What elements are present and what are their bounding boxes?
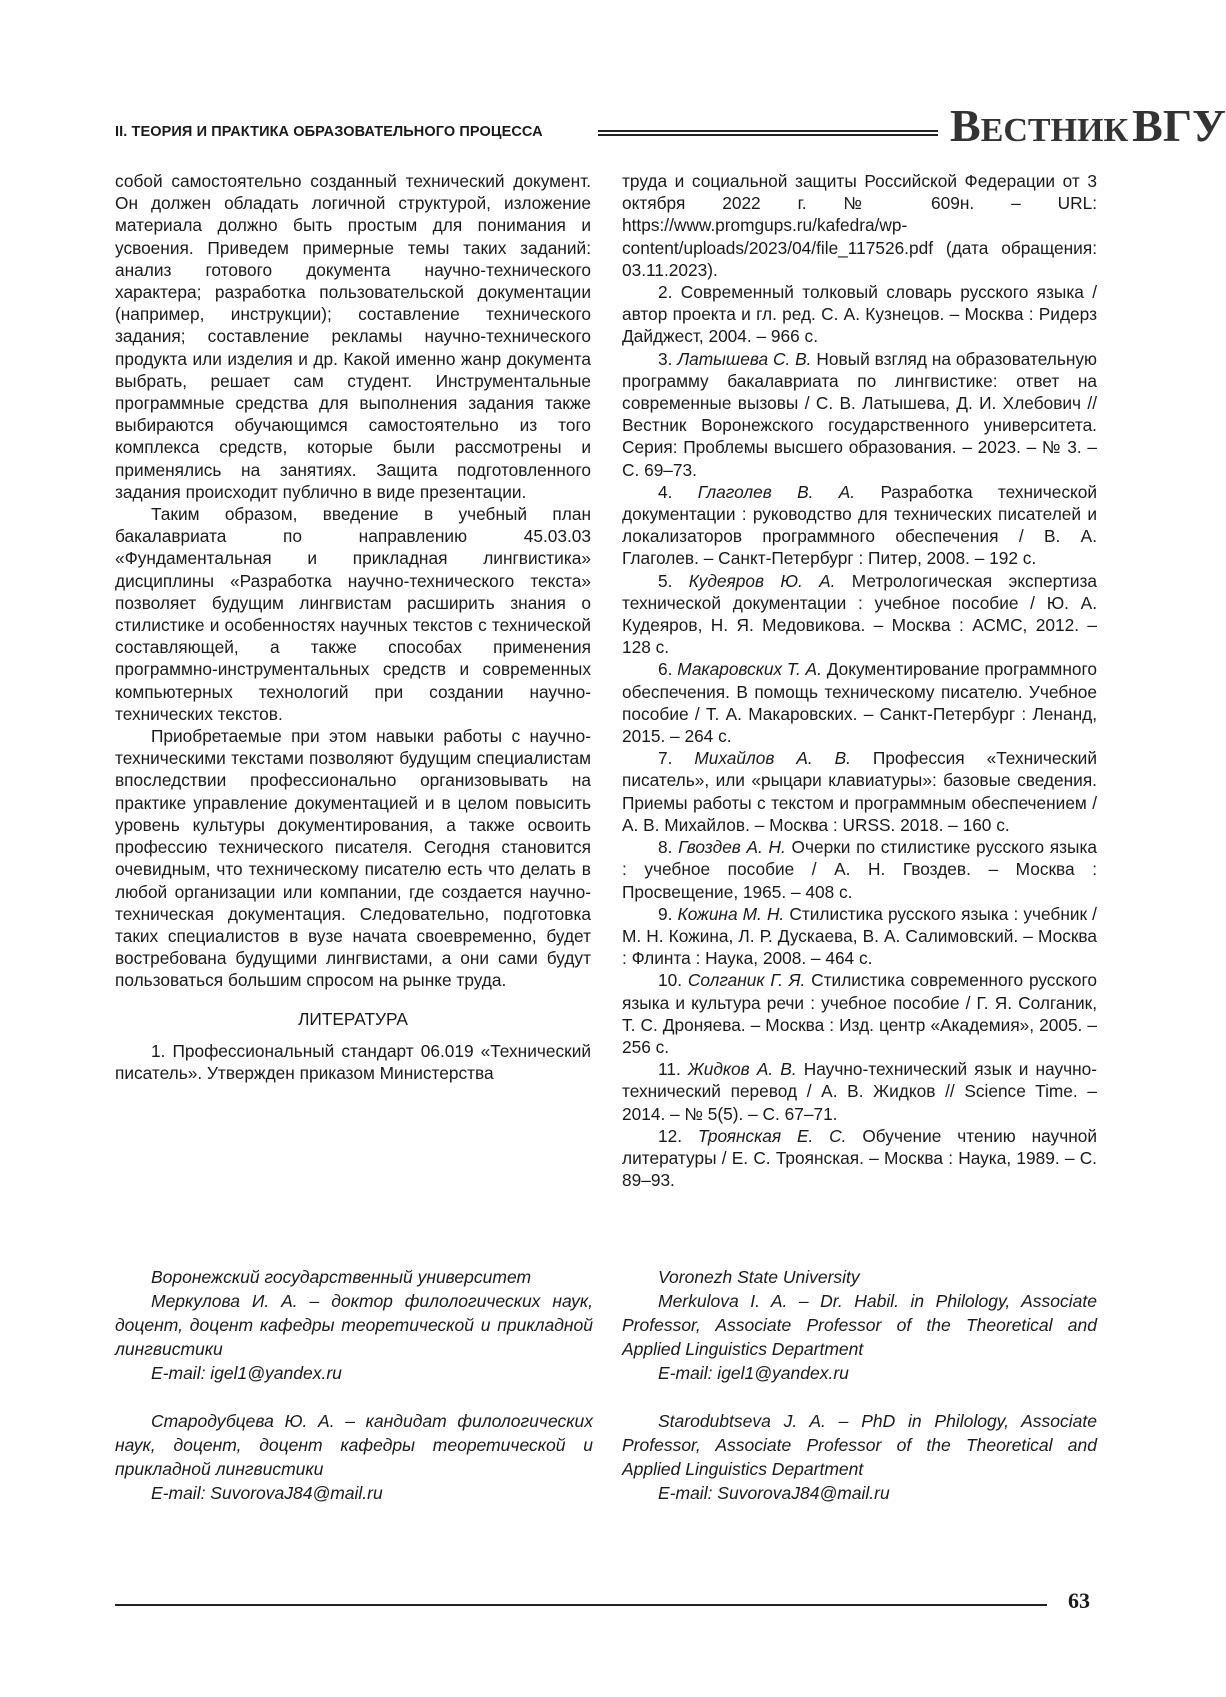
- reference-number: 8.: [658, 837, 679, 858]
- reference-item: [622, 570, 1097, 659]
- reference-text: Очерки по стилистике русского языка : учебное пособие / А. Н. Гвоздев. – Москва : Просвещение, 1965. – 408 с.: [622, 837, 1098, 902]
- reference-text: Обучение чтению научной литературы / Е. С. Троянская. – Москва : Наука, 1989. – С. 89–93.: [622, 1125, 1098, 1191]
- paragraph-3: Приобретаемые при этом навыки работы с научно-техническими текстами позволяют будущим специалистам впоследствии профессионально организовывать на практике управление документацией и в целом повысить уровень культуры документирования, а также освоить профессию технического писателя. Сегодня становится очевидным, что техническому писателю есть что делать в любой организации или компании, где создается научно-техническая документация. Следовательно, подготовка таких специалистов в вузе начата своевременно, будет востребована будущими лингвистами, а они сами будут пользоваться большим спросом на рынке труда.: [115, 726, 591, 991]
- reference-text: Новый взгляд на образовательную программу бакалавриата по лингвистике: ответ на современные вызовы / С. В. Латышева, Д. И. Хлебович // Вестник Воронежского государственного университета. Серия: Проблемы высшего образования. – 2023. – № 3. – С. 69–73.: [622, 348, 1097, 480]
- reference-text: Разработка технической документации : руководство для технических писателей и локализаторов программного обеспечения / В. А. Глаголев. – Санкт-Петербург : Питер, 2008. – 192 с.: [622, 481, 1097, 569]
- author2-ru: Стародубцева Ю. А. – кандидат филологических наук, доцент, доцент кафедры теоретической и прикладной лингвистики: [115, 1411, 593, 1479]
- reference-author: Глаголев В. А.: [697, 481, 856, 502]
- reference-item: [622, 969, 1097, 1058]
- reference-author: Гвоздев А. Н.: [678, 837, 786, 858]
- reference-author: Солганик Г. Я.: [687, 970, 806, 991]
- reference-number: 6.: [658, 659, 678, 680]
- reference-text: Современный толковый словарь русского языка / автор проекта и гл. ред. С. А. Кузнецов. – Москва : Ридерз Дайджест, 2004. – 966 с.: [622, 282, 1098, 347]
- footer-rule: [115, 1604, 1047, 1606]
- affiliation-russian: [115, 1265, 593, 1505]
- paragraph-1: собой самостоятельно созданный технический документ. Он должен обладать логичной структурой, изложение материала должно быть простым для понимания и усвоения. Приведем примерные темы таких заданий: анализ готового документа научно-технического характера; разработка пользовательской документации (например, инструкции); составление технического задания; составление рекламы научно-технического продукта или изделия и др. Какой именно жанр документа выбрать, решает сам студент. Инструментальные программные средства для выполнения задания также выбираются обучающимся самостоятельно из того комплекса средств, которые были рассмотрены и применялись на занятиях. Защита подготовленного задания происходит публично в виде презентации.: [115, 171, 591, 502]
- paragraph-2: Таким образом, введение в учебный план бакалавриата по направлению 45.03.03 «Фундаментальная и прикладная лингвистика» дисциплины «Разработка научно-технического текста» позволяет будущим лингвистам расширить знания о стилистике и особенностях научных текстов с технической составляющей, а также способах применения программно-инструментальных средств и современных компьютерных технологий при создании научно-технических текстов.: [115, 504, 591, 724]
- reference-number: 2.: [658, 282, 681, 303]
- reference-author: Макаровских Т. А.: [677, 659, 822, 680]
- author1-en: Merkulova I. A. – Dr. Habil. in Philology, Associate Professor, Associate Professor of the Theoretical and Applied Linguistics Department: [622, 1291, 1097, 1359]
- section-title: II. ТЕОРИЯ И ПРАКТИКА ОБРАЗОВАТЕЛЬНОГО ПРОЦЕССА: [115, 124, 543, 140]
- reference-1-continued: труда и социальной защиты Российской Федерации от 3 октября 2022 г. № 609н. – URL: https://www.promgups.ru/kafedra/wp-content/uploads/2023/04/file_117526.pdf (дата обращения: 03.11.2023).: [622, 171, 1097, 280]
- right-column: [622, 170, 1097, 1191]
- reference-item: [622, 747, 1097, 836]
- reference-author: Михайлов А. В.: [694, 748, 851, 769]
- author1-ru: Меркулова И. А. – доктор филологических наук, доцент, доцент кафедры теоретической и прикладной лингвистики: [115, 1291, 593, 1359]
- reference-list: [622, 281, 1097, 1191]
- reference-text: Метрологическая экспертиза технической документации : учебное пособие / Ю. А. Кудеяров, Н. Я. Медовикова. – Москва : АСМС, 2012. – 128 с.: [622, 570, 1098, 658]
- reference-1: 1. Профессиональный стандарт 06.019 «Технический писатель». Утвержден приказом Министерства: [115, 1040, 591, 1083]
- reference-author: Кожина М. Н.: [677, 903, 785, 924]
- affiliation-english: [622, 1265, 1097, 1505]
- reference-number: 11.: [658, 1059, 688, 1080]
- reference-number: 12.: [658, 1125, 698, 1146]
- reference-number: 7.: [658, 748, 695, 769]
- reference-author: Кудеяров Ю. А.: [688, 570, 836, 591]
- reference-author: Латышева С. В.: [677, 348, 812, 369]
- reference-item: [622, 1058, 1097, 1125]
- author2-en: Starodubtseva J. A. – PhD in Philology, Associate Professor, Associate Professor of the Theoretical and Applied Linguistics Department: [622, 1411, 1097, 1479]
- reference-item: [622, 281, 1097, 348]
- reference-number: 4.: [658, 481, 698, 502]
- reference-number: 5.: [658, 570, 689, 591]
- reference-number: 9.: [658, 903, 678, 924]
- university-ru: Воронежский государственный университет: [151, 1267, 532, 1287]
- reference-item: [622, 348, 1097, 481]
- email1-ru: E-mail: igel1@yandex.ru: [151, 1363, 342, 1383]
- journal-title-rest: ЕСТНИК: [980, 112, 1129, 149]
- reference-author: Троянская Е. С.: [697, 1125, 847, 1146]
- reference-text: Документирование программного обеспечения. В помощь техническому писателю. Учебное пособие / Т. А. Макаровских. – Санкт-Петербург : Ленанд, 2015. – 264 с.: [622, 659, 1098, 747]
- references-heading: ЛИТЕРАТУРА: [298, 1008, 408, 1029]
- reference-text: Научно-технический язык и научно-технический перевод / А. В. Жидков // Science Time. – 2014. – № 5(5). – С. 67–71.: [622, 1059, 1098, 1124]
- reference-number: 3.: [658, 348, 678, 369]
- running-header: [115, 100, 1226, 154]
- reference-text: Стилистика современного русского языка и культура речи : учебное пособие / Г. Я. Солганик, Т. С. Дроняева. – Москва : Изд. центр «Академия», 2005. – 256 с.: [622, 970, 1097, 1057]
- reference-item: [622, 1125, 1097, 1192]
- journal-title-vgu: ВГУ: [1132, 100, 1226, 151]
- university-en: Voronezh State University: [658, 1267, 860, 1287]
- left-column: [115, 170, 591, 1084]
- reference-item: [622, 481, 1097, 570]
- reference-text: Стилистика русского языка : учебник / М. Н. Кожина, Л. Р. Дускаева, В. А. Салимовский. – Москва : Флинта : Наука, 2008. – 464 с.: [622, 903, 1097, 969]
- email2-ru: E-mail: SuvorovaJ84@mail.ru: [151, 1483, 383, 1503]
- journal-title-initial: В: [950, 100, 981, 151]
- email2-en: E-mail: SuvorovaJ84@mail.ru: [658, 1483, 890, 1503]
- page-number: 63: [1068, 1588, 1090, 1613]
- email1-en: E-mail: igel1@yandex.ru: [658, 1363, 849, 1383]
- reference-item: [622, 658, 1097, 747]
- reference-number: 10.: [658, 970, 688, 991]
- reference-item: [622, 836, 1097, 903]
- reference-text: Профессия «Технический писатель», или «рыцари клавиатуры»: базовые сведения. Приемы работы с текстом и программным обеспечением / А. В. Михайлов. – Москва : URSS. 2018. – 160 с.: [622, 748, 1097, 835]
- header-rule: [598, 130, 938, 140]
- journal-title: [950, 100, 1226, 159]
- reference-author: Жидков А. В.: [687, 1059, 797, 1080]
- reference-item: [622, 903, 1097, 970]
